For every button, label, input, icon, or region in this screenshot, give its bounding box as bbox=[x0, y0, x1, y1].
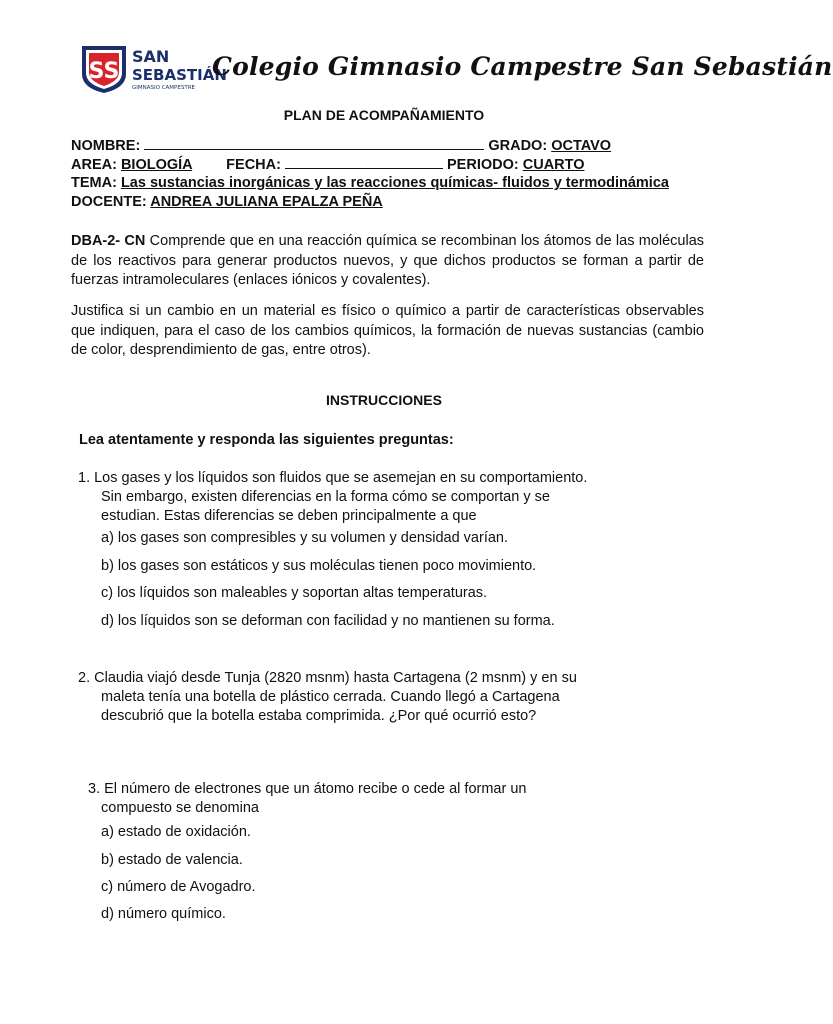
question-line: compuesto se denomina bbox=[101, 800, 259, 816]
periodo-label: PERIODO: bbox=[447, 156, 519, 173]
dba-text: Comprende que en una reacción química se recombinan los átomos de las moléculas de los reactivos para generar productos nuevos, y que dichos productos se forman a partir de fuerzas intramoleculares (enlaces iónicos y covalentes). bbox=[71, 233, 705, 288]
logo-monogram: SS bbox=[88, 59, 120, 84]
logo-text-line1: SAN bbox=[132, 47, 170, 66]
justifica-paragraph: Justifica si un cambio en un material es físico o químico a partir de características observables que indiquen, para el caso de los cambios químicos, la formación de nuevas sustancias (cambio de color, desprendimiento de gas, entre otros). bbox=[71, 303, 704, 358]
nombre-label: NOMBRE: bbox=[71, 138, 141, 154]
area-label: AREA: bbox=[71, 156, 117, 173]
tema-label: TEMA: bbox=[71, 175, 117, 191]
dba-label: DBA-2- CN bbox=[71, 233, 146, 249]
document-header bbox=[80, 40, 833, 100]
question-line: 3. El número de electrones que un átomo recibe o cede al formar un bbox=[88, 781, 527, 797]
question-3 bbox=[88, 780, 526, 818]
question-1-option-d: d) los líquidos son se deforman con facilidad y no mantienen su forma. bbox=[101, 613, 555, 629]
docente-value: ANDREA JULIANA EPALZA PEÑA bbox=[150, 193, 383, 210]
question-1-option-b: b) los gases son estáticos y sus moléculas tienen poco movimiento. bbox=[101, 558, 537, 574]
question-3-option-d: d) número químico. bbox=[101, 906, 226, 922]
question-line: Sin embargo, existen diferencias en la forma cómo se comportan y se bbox=[101, 489, 550, 505]
question-3-option-c: c) número de Avogadro. bbox=[101, 879, 256, 895]
logo-subtext: GIMNASIO CAMPESTRE bbox=[132, 85, 195, 91]
school-name: Colegio Gimnasio Campestre San Sebastián bbox=[212, 52, 833, 81]
tema-value: Las sustancias inorgánicas y las reacciones químicas- fluidos y termodinámica bbox=[120, 175, 669, 191]
question-line: descubrió que la botella estaba comprimida. ¿Por qué ocurrió esto? bbox=[101, 708, 537, 724]
periodo-value: CUARTO bbox=[522, 156, 585, 173]
fecha-label: FECHA: bbox=[226, 156, 281, 173]
docente-row bbox=[71, 193, 711, 212]
question-1-option-a: a) los gases son compresibles y su volumen y densidad varían. bbox=[101, 530, 509, 546]
area-value: BIOLOGÍA bbox=[120, 156, 193, 173]
instructions-lead: Lea atentamente y responda las siguientes preguntas: bbox=[79, 432, 454, 448]
nombre-row bbox=[71, 137, 711, 156]
fecha-blank bbox=[285, 156, 443, 169]
docente-label: DOCENTE: bbox=[71, 193, 147, 210]
question-line: maleta tenía una botella de plástico cerrada. Cuando llegó a Cartagena bbox=[101, 689, 560, 705]
grado-label: GRADO: bbox=[488, 138, 548, 154]
school-logo bbox=[80, 42, 227, 94]
question-line: 2. Claudia viajó desde Tunja (2820 msnm) hasta Cartagena (2 msnm) y en su bbox=[78, 670, 577, 686]
grado-value: OCTAVO bbox=[551, 138, 612, 154]
student-info bbox=[71, 137, 711, 211]
logo-text-line2: SEBASTIÁN bbox=[132, 66, 227, 84]
question-3-option-a: a) estado de oxidación. bbox=[101, 824, 251, 840]
dba-paragraph bbox=[71, 232, 704, 291]
instructions-title: INSTRUCCIONES bbox=[326, 392, 442, 408]
tema-row bbox=[71, 174, 711, 193]
nombre-blank bbox=[144, 137, 484, 150]
plan-title: PLAN DE ACOMPAÑAMIENTO bbox=[283, 107, 485, 123]
question-line: estudian. Estas diferencias se deben principalmente a que bbox=[101, 508, 477, 524]
question-3-option-b: b) estado de valencia. bbox=[101, 852, 243, 868]
question-line: 1. Los gases y los líquidos son fluidos que se asemejan en su comportamiento. bbox=[78, 470, 588, 486]
question-2 bbox=[78, 669, 577, 726]
area-row bbox=[71, 156, 711, 175]
question-1 bbox=[78, 469, 587, 526]
question-1-option-c: c) los líquidos son maleables y soportan altas temperaturas. bbox=[101, 585, 488, 601]
